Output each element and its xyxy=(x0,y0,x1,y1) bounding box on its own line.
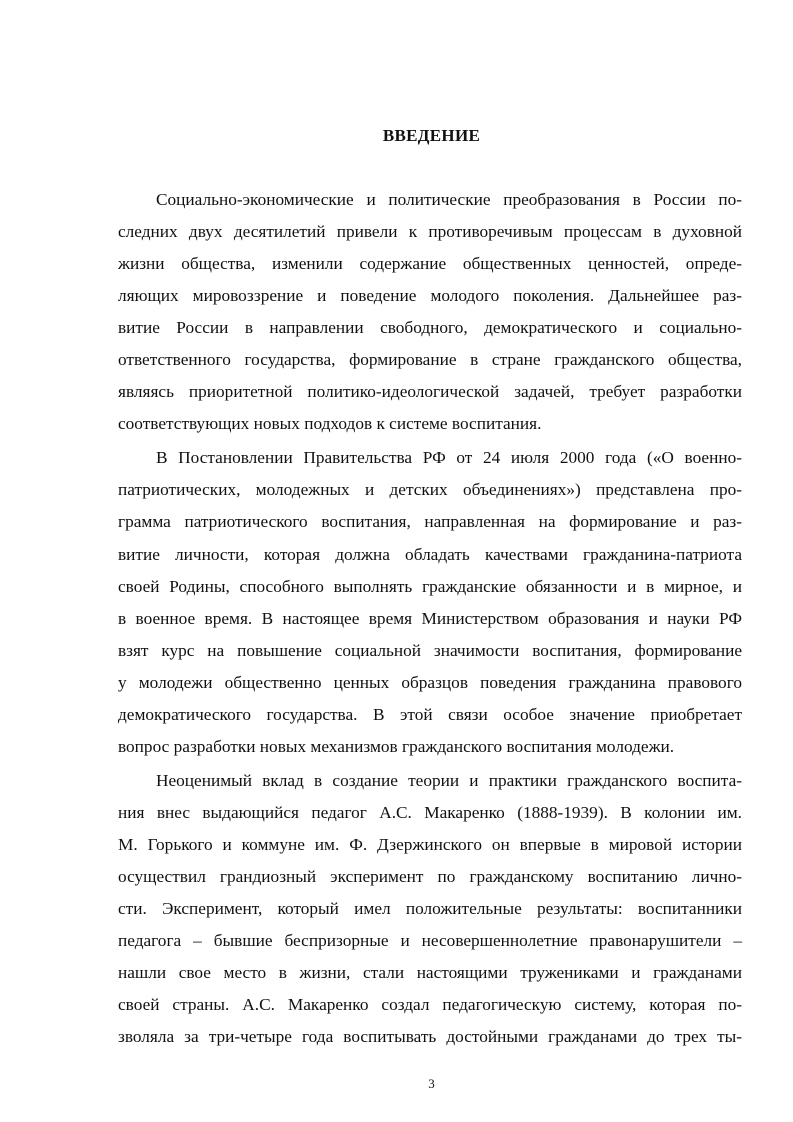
text-line: Неоценимый вклад в создание теории и практики гражданского воспита- xyxy=(156,771,742,790)
text-line: ния внес выдающийся педагог А.С. Макаренко (1888-1939). В колонии им. xyxy=(118,803,742,822)
text-line: взят курс на повышение социальной значимости воспитания, формирование xyxy=(118,641,742,660)
text-line: нашли свое место в жизни, стали настоящими тружениками и гражданами xyxy=(118,963,742,982)
text-line: Социально-экономические и политические преобразования в России по- xyxy=(156,190,742,209)
text-line: сти. Эксперимент, который имел положительные результаты: воспитанники xyxy=(118,899,742,918)
text-line: жизни общества, изменили содержание общественных ценностей, опреде- xyxy=(118,254,742,273)
text-line: являясь приоритетной политико-идеологической задачей, требует разработки xyxy=(118,382,742,401)
page-title: ВВЕДЕНИЕ xyxy=(382,126,481,145)
text-line: В Постановлении Правительства РФ от 24 июля 2000 года («О военно- xyxy=(156,448,742,467)
text-line: следних двух десятилетий привели к противоречивым процессам в духовной xyxy=(118,222,742,241)
text-line: зволяла за три-четыре года воспитывать достойными гражданами до трех ты- xyxy=(118,1027,742,1046)
page-number: 3 xyxy=(428,1076,435,1091)
text-line: в военное время. В настоящее время Министерством образования и науки РФ xyxy=(118,609,742,628)
text-line: демократического государства. В этой связи особое значение приобретает xyxy=(118,705,742,724)
text-line: ответственного государства, формирование в стране гражданского общества, xyxy=(118,350,742,369)
text-line: грамма патриотического воспитания, направленная на формирование и раз- xyxy=(118,512,742,531)
text-line: витие личности, которая должна обладать качествами гражданина-патриота xyxy=(118,545,742,564)
text-line: у молодежи общественно ценных образцов поведения гражданина правового xyxy=(118,673,742,692)
text-line: витие России в направлении свободного, демократического и социально- xyxy=(118,318,742,337)
text-line: соответствующих новых подходов к системе воспитания. xyxy=(118,414,542,433)
text-line: ляющих мировоззрение и поведение молодого поколения. Дальнейшее раз- xyxy=(118,286,742,305)
text-line: педагога – бывшие беспризорные и несовершеннолетние правонарушители – xyxy=(118,931,742,950)
text-line: осуществил грандиозный эксперимент по гражданскому воспитанию лично- xyxy=(118,867,742,886)
text-line: М. Горького и коммуне им. Ф. Дзержинского он впервые в мировой истории xyxy=(118,835,742,854)
text-line: своей Родины, способного выполнять гражданские обязанности и в мирное, и xyxy=(118,577,742,596)
text-line: патриотических, молодежных и детских объединениях») представлена про- xyxy=(118,480,742,499)
text-line: своей страны. А.С. Макаренко создал педагогическую систему, которая по- xyxy=(118,995,742,1014)
text-line: вопрос разработки новых механизмов гражданского воспитания молодежи. xyxy=(118,737,675,756)
